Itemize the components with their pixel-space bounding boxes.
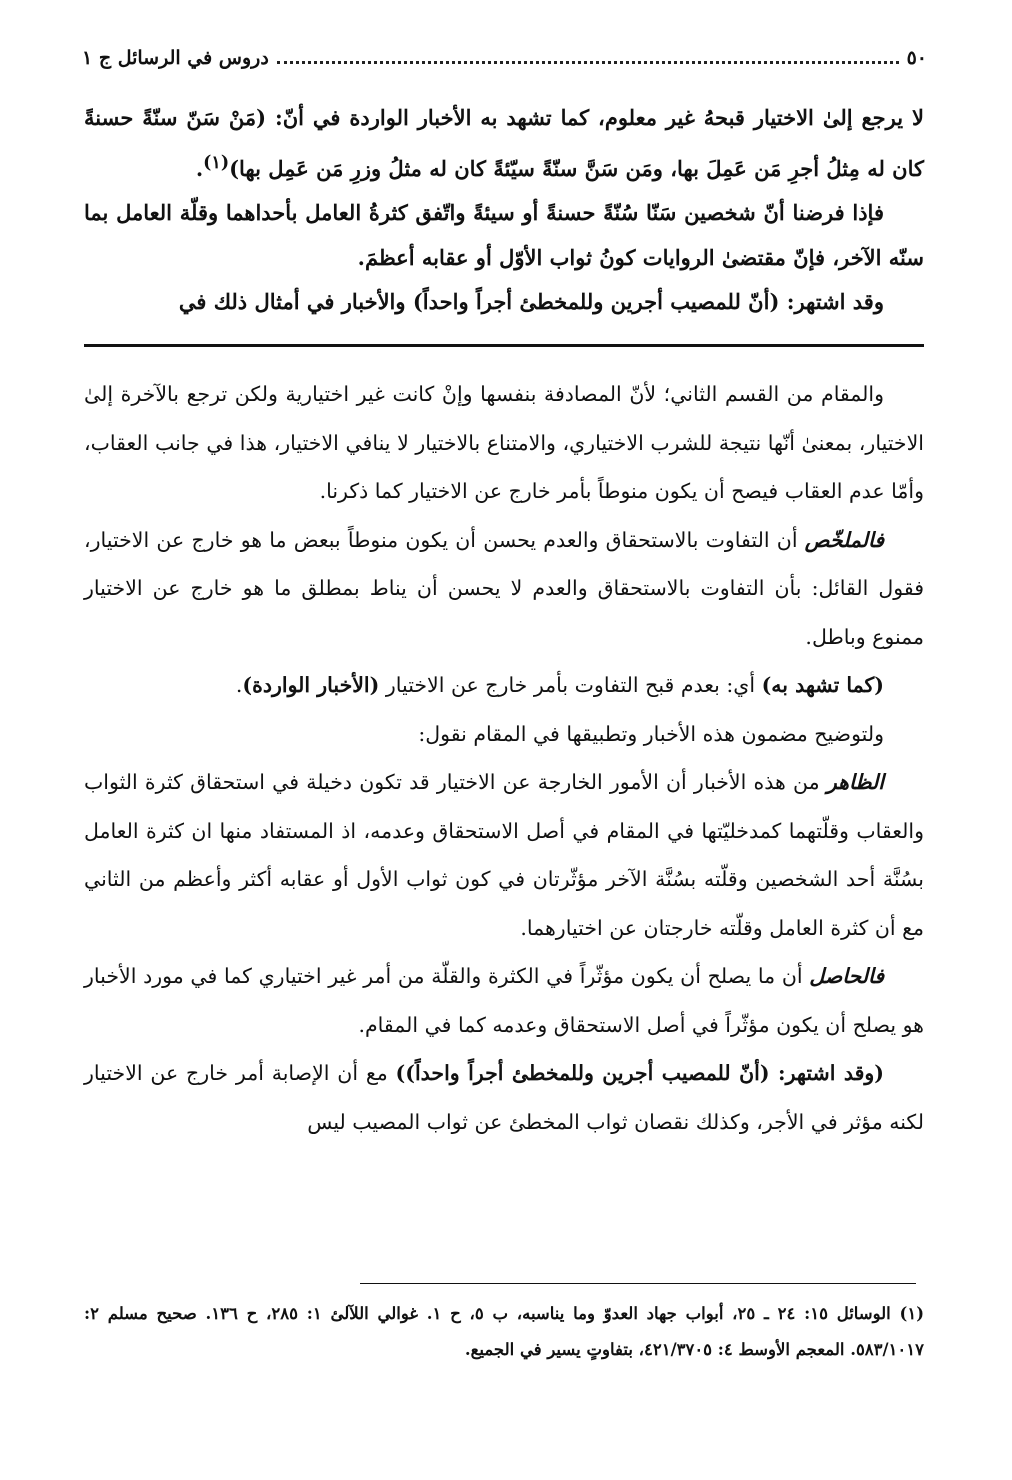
main-text-block [84, 96, 924, 325]
matn-paragraph-1 [84, 96, 924, 191]
commentary-paragraph-4: ولتوضيح مضمون هذه الأخبار وتطبيقها في المقام نقول: [418, 721, 884, 746]
lead-word-summary: فالملخّص [804, 527, 884, 552]
quoted-phrase-1: (كما تشهد به) [761, 673, 884, 697]
footnote-block [84, 1296, 924, 1368]
footnote-divider [360, 1283, 916, 1284]
commentary-paragraph-3-end: . [235, 673, 243, 697]
lead-word-result: فالحاصل [809, 964, 884, 988]
footnote-1: (١) الوسائل ١٥: ٢٤ ـ ٢٥، أبواب جهاد العدوّ وما يناسبه، ب ٥، ح ١. غوالي اللآلئ ١: ٢٨٥، ح ١٣٦. صحيح مسلم ٢: ٥٨٣/١٠١٧. المعجم الأوسط ٤: ٤٢١/٣٧٠٥، بتفاوتٍ يسير في الجميع. [84, 1304, 925, 1359]
commentary-paragraph-3 [84, 661, 924, 710]
matn-paragraph-1-text: لا يرجع إلىٰ الاختيار قبحهُ غير معلوم، كما تشهد به الأخبار الواردة في أنّ: (مَنْ سَنّ سنّةً حسنةً كان له مِثلُ أجرِ مَن عَمِلَ بها، ومَن سَنَّ سنّةً سيّئةً كان له مثلُ وزرِ مَن عَمِل بها) [84, 105, 924, 181]
commentary-paragraph-1: والمقام من القسم الثاني؛ لأنّ المصادفة بنفسها وإنْ كانت غير اختيارية ولكن ترجع بالآخرة إلىٰ الاختيار، بمعنىٰ أنّها نتيجة للشرب الاختياري، والامتناع بالاختيار لا ينافي الاختيار، هذا في جانب العقاب، وأمّا عدم العقاب فيصح أن يكون منوطاً بأمر خارج عن الاختيار كما ذكرنا. [84, 382, 924, 503]
commentary-paragraph-6-text: أن ما يصلح أن يكون مؤثّراً في الكثرة والقلّة من أمر غير اختياري كما في مورد الأخبار هو يصلح أن يكون مؤثّراً في أصل الاستحقاق وعدمه كما في المقام. [84, 964, 924, 1037]
quoted-phrase-2: (الأخبار الواردة) [242, 673, 380, 697]
page-number: ٥٠ [906, 47, 927, 69]
commentary-paragraph-7 [84, 1049, 924, 1146]
matn-paragraph-1-end: . [195, 155, 204, 181]
commentary-paragraph-2-text: أن التفاوت بالاستحقاق والعدم يحسن أن يكون منوطاً ببعض ما هو خارج عن الاختيار، فقول القائل: بأن التفاوت بالاستحقاق والعدم لا يحسن أن يناط بمطلق ما هو خارج عن الاختيار ممنوع وباطل. [84, 527, 924, 649]
page-header [82, 42, 927, 74]
footnote-reference: (١) [203, 152, 230, 173]
commentary-paragraph-3-text: أي: بعدم قبح التفاوت بأمر خارج عن الاختيار [379, 673, 762, 697]
commentary-paragraph-7-text: مع أن الإصابة أمر خارج عن الاختيار لكنه مؤثر في الأجر، وكذلك نقصان ثواب المخطئ عن ثواب المصيب ليس [84, 1061, 924, 1134]
commentary-paragraph-5 [84, 758, 924, 952]
section-divider [84, 344, 924, 347]
matn-paragraph-3: وقد اشتهر: (أنّ للمصيب أجرين وللمخطئ أجراً واحداً) والأخبار في أمثال ذلك في [178, 289, 884, 314]
commentary-block [84, 370, 924, 1146]
commentary-paragraph-5-text: من هذه الأخبار أن الأمور الخارجة عن الاختيار قد تكون دخيلة في استحقاق كثرة الثواب والعقاب وقلّتهما كمدخليّتها في المقام في أصل الاستحقاق وعدمه، اذ المستفاد منها ان كثرة العامل بسُنَّة أحد الشخصين وقلّته بسُنَّة الآخر مؤثّرتان في كون ثواب الأول أو عقابه أكثر وأعظم من الثاني مع أن كثرة العامل وقلّته خارجتان عن اختيارهما. [84, 770, 924, 940]
matn-paragraph-2: فإذا فرضنا أنّ شخصين سَنّا سُنّةً حسنةً أو سيئةً واتّفق كثرةُ العامل بأحداهما وقلّة العامل بما سنّه الآخر، فإنّ مقتضىٰ الروايات كونُ ثواب الأوّل أو عقابه أعظمَ. [84, 200, 924, 270]
quoted-phrase-3: (وقد اشتهر: (أنّ للمصيب أجرين وللمخطئ أجراً واحداً)) [395, 1061, 884, 1085]
running-title: دروس في الرسائل ج ١ [82, 47, 269, 69]
commentary-paragraph-2 [84, 516, 924, 662]
commentary-paragraph-6 [84, 952, 924, 1049]
header-dot-leader [277, 61, 899, 64]
lead-word-apparent: الظاهر [826, 770, 884, 794]
